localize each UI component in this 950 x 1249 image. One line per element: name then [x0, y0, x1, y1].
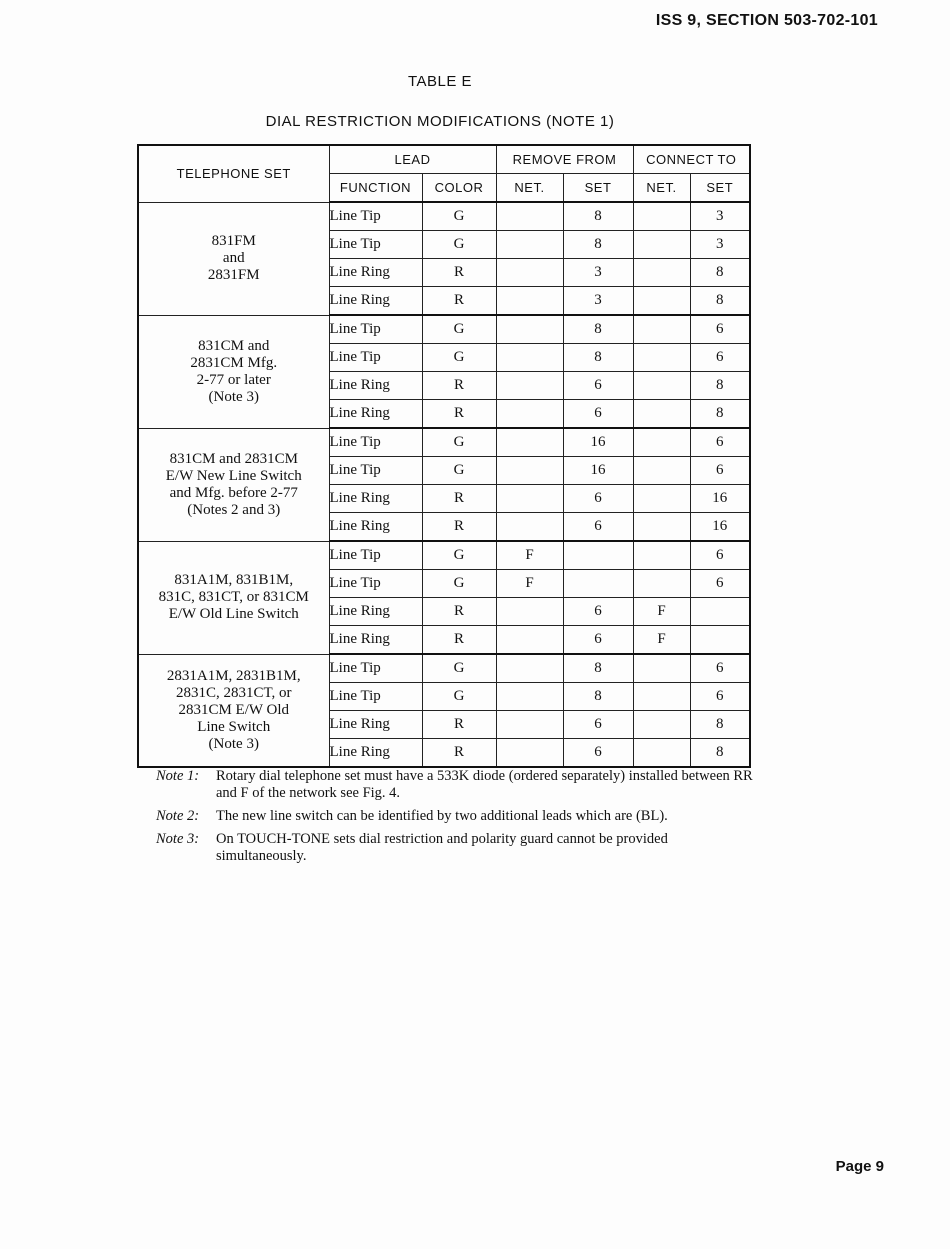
- remove-net-cell: [496, 428, 563, 457]
- remove-net-cell: [496, 485, 563, 513]
- connect-set-cell: 6: [690, 683, 750, 711]
- remove-net-cell: [496, 626, 563, 655]
- function-cell: Line Tip: [329, 315, 422, 344]
- note-text: Rotary dial telephone set must have a 533K diode (ordered separately) installed between RR and F of the network see Fig. 4.: [216, 768, 753, 801]
- color-cell: R: [422, 400, 496, 429]
- color-cell: G: [422, 457, 496, 485]
- telephone-set-line: (Notes 2 and 3): [187, 501, 281, 518]
- function-cell: Line Tip: [329, 344, 422, 372]
- remove-set-cell: 3: [563, 287, 633, 316]
- remove-net-cell: [496, 287, 563, 316]
- connect-set-cell: 8: [690, 372, 750, 400]
- connect-net-cell: [633, 372, 690, 400]
- connect-net-cell: [633, 711, 690, 739]
- connect-set-cell: 8: [690, 711, 750, 739]
- connect-net-cell: [633, 315, 690, 344]
- remove-net-cell: [496, 683, 563, 711]
- color-cell: G: [422, 344, 496, 372]
- remove-set-cell: [563, 570, 633, 598]
- telephone-set-line: 831CM and: [198, 337, 270, 354]
- note-item: [156, 768, 756, 802]
- table-row: [138, 202, 750, 231]
- color-cell: R: [422, 626, 496, 655]
- color-cell: R: [422, 372, 496, 400]
- telephone-set-cell: [138, 428, 329, 541]
- function-header: FUNCTION: [329, 174, 422, 203]
- remove-set-cell: 3: [563, 259, 633, 287]
- table-title: TABLE E: [407, 73, 473, 90]
- function-cell: Line Ring: [329, 513, 422, 542]
- remove-net-cell: [496, 344, 563, 372]
- remove-set-cell: 6: [563, 626, 633, 655]
- remove-net-header: NET.: [496, 174, 563, 203]
- remove-set-cell: 8: [563, 683, 633, 711]
- connect-net-cell: [633, 654, 690, 683]
- note-label: Note 2:: [156, 808, 200, 824]
- remove-set-cell: 8: [563, 202, 633, 231]
- connect-set-cell: 6: [690, 570, 750, 598]
- telephone-set-line: and: [222, 250, 245, 266]
- remove-net-cell: F: [496, 541, 563, 570]
- remove-set-cell: 6: [563, 400, 633, 429]
- connect-net-cell: [633, 231, 690, 259]
- remove-set-cell: 6: [563, 513, 633, 542]
- connect-set-cell: 6: [690, 344, 750, 372]
- connect-net-cell: [633, 457, 690, 485]
- function-cell: Line Ring: [329, 259, 422, 287]
- telephone-set-line: 2831CM Mfg.: [190, 354, 278, 371]
- function-cell: Line Ring: [329, 485, 422, 513]
- section-header: ISS 9, SECTION 503-702-101: [655, 12, 878, 29]
- color-cell: R: [422, 259, 496, 287]
- telephone-set-line: E/W New Line Switch: [165, 467, 302, 484]
- connect-net-cell: [633, 202, 690, 231]
- telephone-set-line: 2831CM E/W Old: [178, 701, 290, 718]
- color-cell: R: [422, 739, 496, 768]
- telephone-set-header: TELEPHONE SET: [138, 145, 329, 202]
- telephone-set-line: and Mfg. before 2-77: [169, 484, 298, 501]
- connect-set-cell: 6: [690, 315, 750, 344]
- telephone-set-line: 2831FM: [207, 267, 260, 283]
- connect-set-cell: 6: [690, 428, 750, 457]
- remove-set-header: SET: [563, 174, 633, 203]
- lead-header: LEAD: [329, 145, 496, 174]
- function-cell: Line Tip: [329, 457, 422, 485]
- function-cell: Line Ring: [329, 711, 422, 739]
- telephone-set-cell: [138, 202, 329, 315]
- remove-set-cell: 6: [563, 485, 633, 513]
- telephone-set-line: Line Switch: [197, 718, 271, 735]
- note-item: [156, 808, 756, 825]
- remove-set-cell: 8: [563, 315, 633, 344]
- color-cell: R: [422, 711, 496, 739]
- remove-net-cell: [496, 400, 563, 429]
- remove-set-cell: 6: [563, 739, 633, 768]
- table-subtitle: DIAL RESTRICTION MODIFICATIONS (NOTE 1): [265, 113, 615, 130]
- connect-net-header: NET.: [633, 174, 690, 203]
- color-header: COLOR: [422, 174, 496, 203]
- color-cell: G: [422, 231, 496, 259]
- connect-net-cell: [633, 344, 690, 372]
- function-cell: Line Tip: [329, 541, 422, 570]
- remove-net-cell: [496, 739, 563, 768]
- remove-net-cell: [496, 457, 563, 485]
- telephone-set-line: 831A1M, 831B1M,: [174, 572, 294, 588]
- remove-net-cell: F: [496, 570, 563, 598]
- connect-net-cell: [633, 541, 690, 570]
- remove-net-cell: [496, 202, 563, 231]
- telephone-set-cell: [138, 315, 329, 428]
- note-item: [156, 831, 756, 865]
- remove-set-cell: 8: [563, 344, 633, 372]
- connect-net-cell: [633, 683, 690, 711]
- function-cell: Line Tip: [329, 683, 422, 711]
- remove-net-cell: [496, 231, 563, 259]
- telephone-set-line: 2-77 or later: [196, 371, 271, 388]
- telephone-set-line: E/W Old Line Switch: [168, 606, 299, 622]
- remove-set-cell: [563, 541, 633, 570]
- function-cell: Line Tip: [329, 570, 422, 598]
- connect-set-cell: 8: [690, 287, 750, 316]
- function-cell: Line Ring: [329, 372, 422, 400]
- connect-net-cell: [633, 287, 690, 316]
- table-row: [138, 315, 750, 344]
- connect-set-cell: 3: [690, 202, 750, 231]
- remove-net-cell: [496, 513, 563, 542]
- function-cell: Line Ring: [329, 598, 422, 626]
- table-body: [138, 202, 750, 767]
- page-number: Page 9: [835, 1158, 884, 1175]
- connect-set-cell: 16: [690, 485, 750, 513]
- note-text: The new line switch can be identified by two additional leads which are (BL).: [216, 808, 668, 824]
- connect-set-cell: 8: [690, 400, 750, 429]
- connect-set-cell: 3: [690, 231, 750, 259]
- color-cell: R: [422, 598, 496, 626]
- function-cell: Line Ring: [329, 287, 422, 316]
- color-cell: G: [422, 428, 496, 457]
- note-label: Note 1:: [156, 768, 200, 784]
- telephone-set-line: (Note 3): [208, 388, 259, 405]
- connect-net-cell: [633, 400, 690, 429]
- note-text: On TOUCH-TONE sets dial restriction and polarity guard cannot be provided simultaneously.: [216, 831, 668, 864]
- connect-net-cell: [633, 259, 690, 287]
- telephone-set-line: (Note 3): [208, 735, 259, 752]
- table-row: [138, 541, 750, 570]
- connect-set-cell: 6: [690, 541, 750, 570]
- connect-net-cell: F: [633, 626, 690, 655]
- function-cell: Line Ring: [329, 626, 422, 655]
- remove-net-cell: [496, 711, 563, 739]
- telephone-set-line: 2831C, 2831CT, or: [175, 684, 292, 701]
- remove-set-cell: 8: [563, 231, 633, 259]
- connect-set-cell: [690, 598, 750, 626]
- function-cell: Line Tip: [329, 231, 422, 259]
- connect-set-cell: 16: [690, 513, 750, 542]
- function-cell: Line Tip: [329, 202, 422, 231]
- telephone-set-line: 831CM and 2831CM: [169, 450, 298, 467]
- connect-set-cell: 8: [690, 259, 750, 287]
- connect-set-cell: 6: [690, 457, 750, 485]
- connect-set-cell: 6: [690, 654, 750, 683]
- connect-set-cell: [690, 626, 750, 655]
- remove-from-header: REMOVE FROM: [496, 145, 633, 174]
- remove-net-cell: [496, 372, 563, 400]
- connect-net-cell: [633, 513, 690, 542]
- remove-set-cell: 16: [563, 428, 633, 457]
- dial-restriction-table: [137, 144, 751, 768]
- telephone-set-line: 831C, 831CT, or 831CM: [158, 589, 309, 605]
- color-cell: G: [422, 654, 496, 683]
- telephone-set-line: 2831A1M, 2831B1M,: [166, 667, 301, 684]
- telephone-set-cell: [138, 654, 329, 767]
- telephone-set-line: 831FM: [211, 233, 256, 249]
- remove-set-cell: 16: [563, 457, 633, 485]
- color-cell: G: [422, 202, 496, 231]
- remove-set-cell: 6: [563, 372, 633, 400]
- connect-net-cell: [633, 739, 690, 768]
- color-cell: R: [422, 287, 496, 316]
- remove-net-cell: [496, 259, 563, 287]
- color-cell: G: [422, 570, 496, 598]
- function-cell: Line Tip: [329, 428, 422, 457]
- header-row-1: [138, 145, 750, 174]
- table-row: [138, 428, 750, 457]
- color-cell: G: [422, 541, 496, 570]
- remove-net-cell: [496, 598, 563, 626]
- connect-net-cell: [633, 485, 690, 513]
- function-cell: Line Tip: [329, 654, 422, 683]
- function-cell: Line Ring: [329, 400, 422, 429]
- connect-net-cell: F: [633, 598, 690, 626]
- remove-set-cell: 6: [563, 598, 633, 626]
- remove-net-cell: [496, 315, 563, 344]
- function-cell: Line Ring: [329, 739, 422, 768]
- notes-section: [156, 768, 756, 871]
- remove-net-cell: [496, 654, 563, 683]
- connect-set-header: SET: [690, 174, 750, 203]
- color-cell: R: [422, 513, 496, 542]
- connect-to-header: CONNECT TO: [633, 145, 750, 174]
- remove-set-cell: 8: [563, 654, 633, 683]
- connect-net-cell: [633, 428, 690, 457]
- note-label: Note 3:: [156, 831, 200, 847]
- connect-net-cell: [633, 570, 690, 598]
- color-cell: G: [422, 683, 496, 711]
- connect-set-cell: 8: [690, 739, 750, 768]
- telephone-set-cell: [138, 541, 329, 654]
- color-cell: G: [422, 315, 496, 344]
- table-row: [138, 654, 750, 683]
- color-cell: R: [422, 485, 496, 513]
- remove-set-cell: 6: [563, 711, 633, 739]
